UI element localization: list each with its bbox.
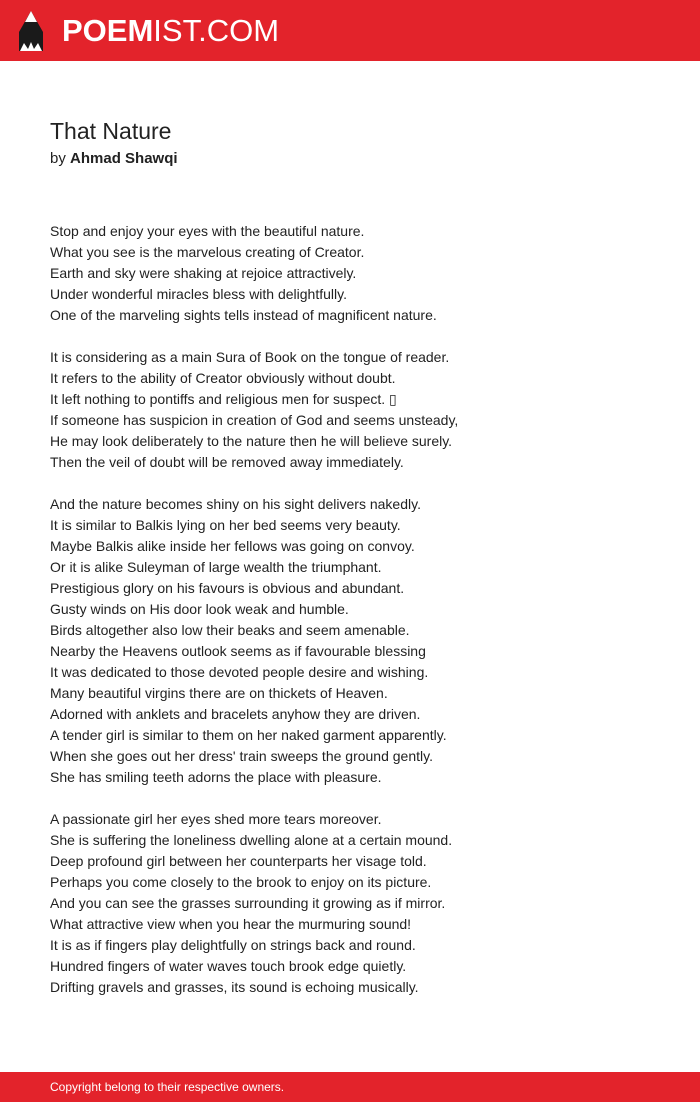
poem-line: He may look deliberately to the nature then he will believe surely. — [50, 433, 453, 449]
poem-line: Drifting gravels and grasses, its sound is echoing musically. — [50, 979, 419, 995]
poem-line: Under wonderful miracles bless with delightfully. — [50, 286, 347, 302]
poem-line: When she goes out her dress' train sweeps the ground gently. — [50, 748, 433, 764]
poem-line: Then the veil of doubt will be removed away immediately. — [50, 454, 404, 470]
stanza — [50, 347, 670, 473]
poem-line: It is considering as a main Sura of Book on the tongue of reader. — [50, 349, 450, 365]
poem-line: It refers to the ability of Creator obviously without doubt. — [50, 370, 396, 386]
site-logo[interactable] — [18, 10, 279, 52]
poem-line: It is similar to Balkis lying on her bed seems very beauty. — [50, 517, 401, 533]
author-name: Ahmad Shawqi — [70, 150, 178, 167]
stanza — [50, 809, 670, 998]
poem-line: Birds altogether also low their beaks and seem amenable. — [50, 622, 410, 638]
poem-line: Maybe Balkis alike inside her fellows was going on convoy. — [50, 538, 415, 554]
stanza — [50, 221, 670, 326]
byline — [50, 146, 670, 171]
poem-title: That Nature — [50, 118, 172, 144]
poem-line: Gusty winds on His door look weak and humble. — [50, 601, 349, 617]
poem-line: What attractive view when you hear the murmuring sound! — [50, 916, 412, 932]
poem-line: If someone has suspicion in creation of God and seems unsteady, — [50, 412, 459, 428]
poem-line: She has smiling teeth adorns the place with pleasure. — [50, 769, 382, 785]
poem-line: Earth and sky were shaking at rejoice attractively. — [50, 265, 357, 281]
logo-wordmark — [62, 10, 279, 52]
poem-line: It left nothing to pontiffs and religious men for suspect. ▯ — [50, 391, 397, 407]
site-header — [0, 0, 700, 61]
poem-line: What you see is the marvelous creating of Creator. — [50, 244, 365, 260]
poem-content — [50, 116, 670, 1019]
poem-line: One of the marveling sights tells instead of magnificent nature. — [50, 307, 437, 323]
poem-line: It was dedicated to those devoted people desire and wishing. — [50, 664, 429, 680]
poem-line: It is as if fingers play delightfully on strings back and round. — [50, 937, 416, 953]
poem-line: A passionate girl her eyes shed more tears moreover. — [50, 811, 382, 827]
site-footer — [0, 1072, 700, 1102]
logo-bold-text: POEM — [62, 13, 154, 48]
poem-line: Adorned with anklets and bracelets anyhow they are driven. — [50, 706, 421, 722]
poem-line: Perhaps you come closely to the brook to enjoy on its picture. — [50, 874, 432, 890]
by-label: by — [50, 150, 66, 167]
poem-line: She is suffering the loneliness dwelling alone at a certain mound. — [50, 832, 453, 848]
poem-line: Stop and enjoy your eyes with the beautiful nature. — [50, 223, 365, 239]
poem-line: Hundred fingers of water waves touch brook edge quietly. — [50, 958, 407, 974]
poem-line: Many beautiful virgins there are on thickets of Heaven. — [50, 685, 388, 701]
pencil-icon — [18, 10, 44, 52]
poem-body — [50, 221, 670, 998]
poem-line: Deep profound girl between her counterparts her visage told. — [50, 853, 427, 869]
logo-light-text: IST.COM — [153, 13, 280, 48]
copyright-text: Copyright belong to their respective owners. — [50, 1080, 285, 1094]
poem-line: Prestigious glory on his favours is obvious and abundant. — [50, 580, 405, 596]
stanza — [50, 494, 670, 788]
poem-line: A tender girl is similar to them on her naked garment apparently. — [50, 727, 447, 743]
poem-line: And you can see the grasses surrounding it growing as if mirror. — [50, 895, 446, 911]
poem-line: And the nature becomes shiny on his sight delivers nakedly. — [50, 496, 421, 512]
poem-line: Or it is alike Suleyman of large wealth the triumphant. — [50, 559, 382, 575]
poem-line: Nearby the Heavens outlook seems as if favourable blessing — [50, 643, 426, 659]
